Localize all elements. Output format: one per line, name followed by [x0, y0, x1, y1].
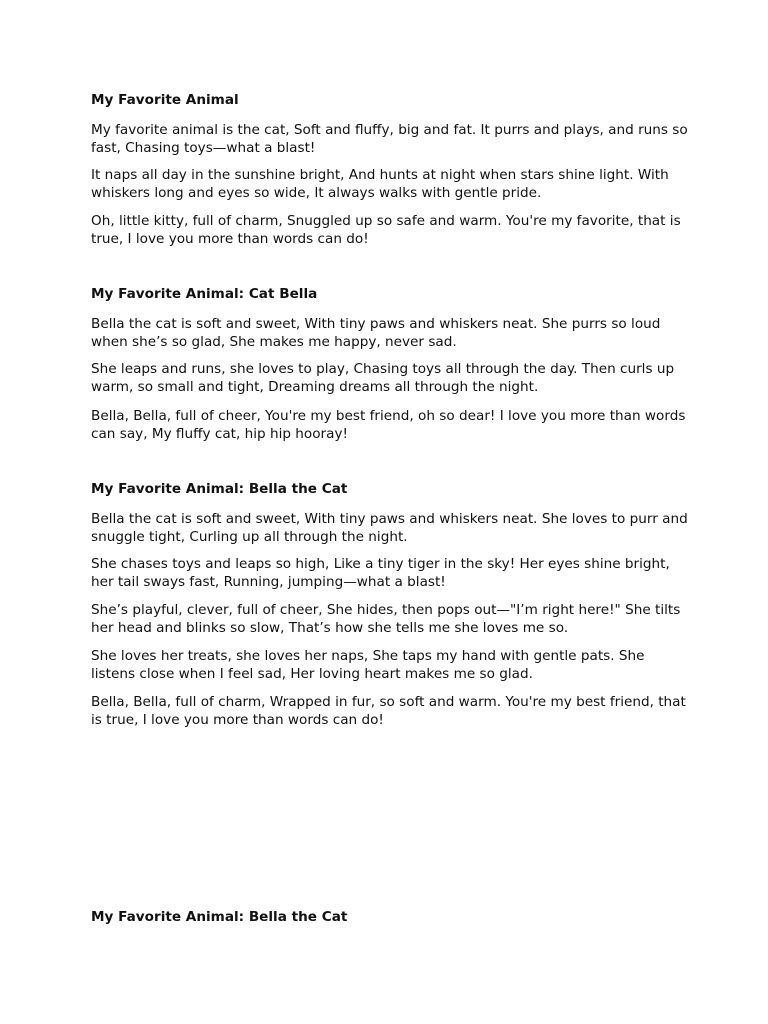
poem-3-stanza-1: Bella the cat is soft and sweet, With tiny paws and whiskers neat. She loves to purr and snuggle tight, Curling up all through the night.	[91, 511, 688, 545]
poem-3-title: My Favorite Animal: Bella the Cat	[91, 481, 348, 497]
poem-2-stanza-1: Bella the cat is soft and sweet, With tiny paws and whiskers neat. She purrs so loud when she’s so glad, She makes me happy, never sad.	[91, 316, 661, 350]
poem-1-stanza-1: My favorite animal is the cat, Soft and fluffy, big and fat. It purrs and plays, and runs so fast, Chasing toys—what a blast!	[91, 122, 688, 156]
poem-1-stanza-3: Oh, little kitty, full of charm, Snuggled up so safe and warm. You're my favorite, that is true, I love you more than words can do!	[91, 213, 681, 247]
poem-1-title: My Favorite Animal	[91, 92, 239, 108]
poem-4-title: My Favorite Animal: Bella the Cat	[91, 909, 348, 925]
poem-3-stanza-5: Bella, Bella, full of charm, Wrapped in fur, so soft and warm. You're my best friend, that is true, I love you more than words can do!	[91, 694, 686, 728]
poem-1-stanza-2: It naps all day in the sunshine bright, And hunts at night when stars shine light. With whiskers long and eyes so wide, It always walks with gentle pride.	[91, 167, 669, 201]
poem-2-stanza-3: Bella, Bella, full of cheer, You're my best friend, oh so dear! I love you more than words can say, My fluffy cat, hip hip hooray!	[91, 408, 686, 442]
poem-3-stanza-2: She chases toys and leaps so high, Like a tiny tiger in the sky! Her eyes shine bright, her tail sways fast, Running, jumping—what a blast!	[91, 556, 670, 590]
poem-3-stanza-3: She’s playful, clever, full of cheer, She hides, then pops out—"I’m right here!" She tilts her head and blinks so slow, That’s how she tells me she loves me so.	[91, 602, 681, 636]
poem-2-title: My Favorite Animal: Cat Bella	[91, 286, 318, 302]
poem-2-stanza-2: She leaps and runs, she loves to play, Chasing toys all through the day. Then curls up warm, so small and tight, Dreaming dreams all through the night.	[91, 361, 675, 395]
poem-3-stanza-4: She loves her treats, she loves her naps, She taps my hand with gentle pats. She listens close when I feel sad, Her loving heart makes me so glad.	[91, 648, 645, 682]
